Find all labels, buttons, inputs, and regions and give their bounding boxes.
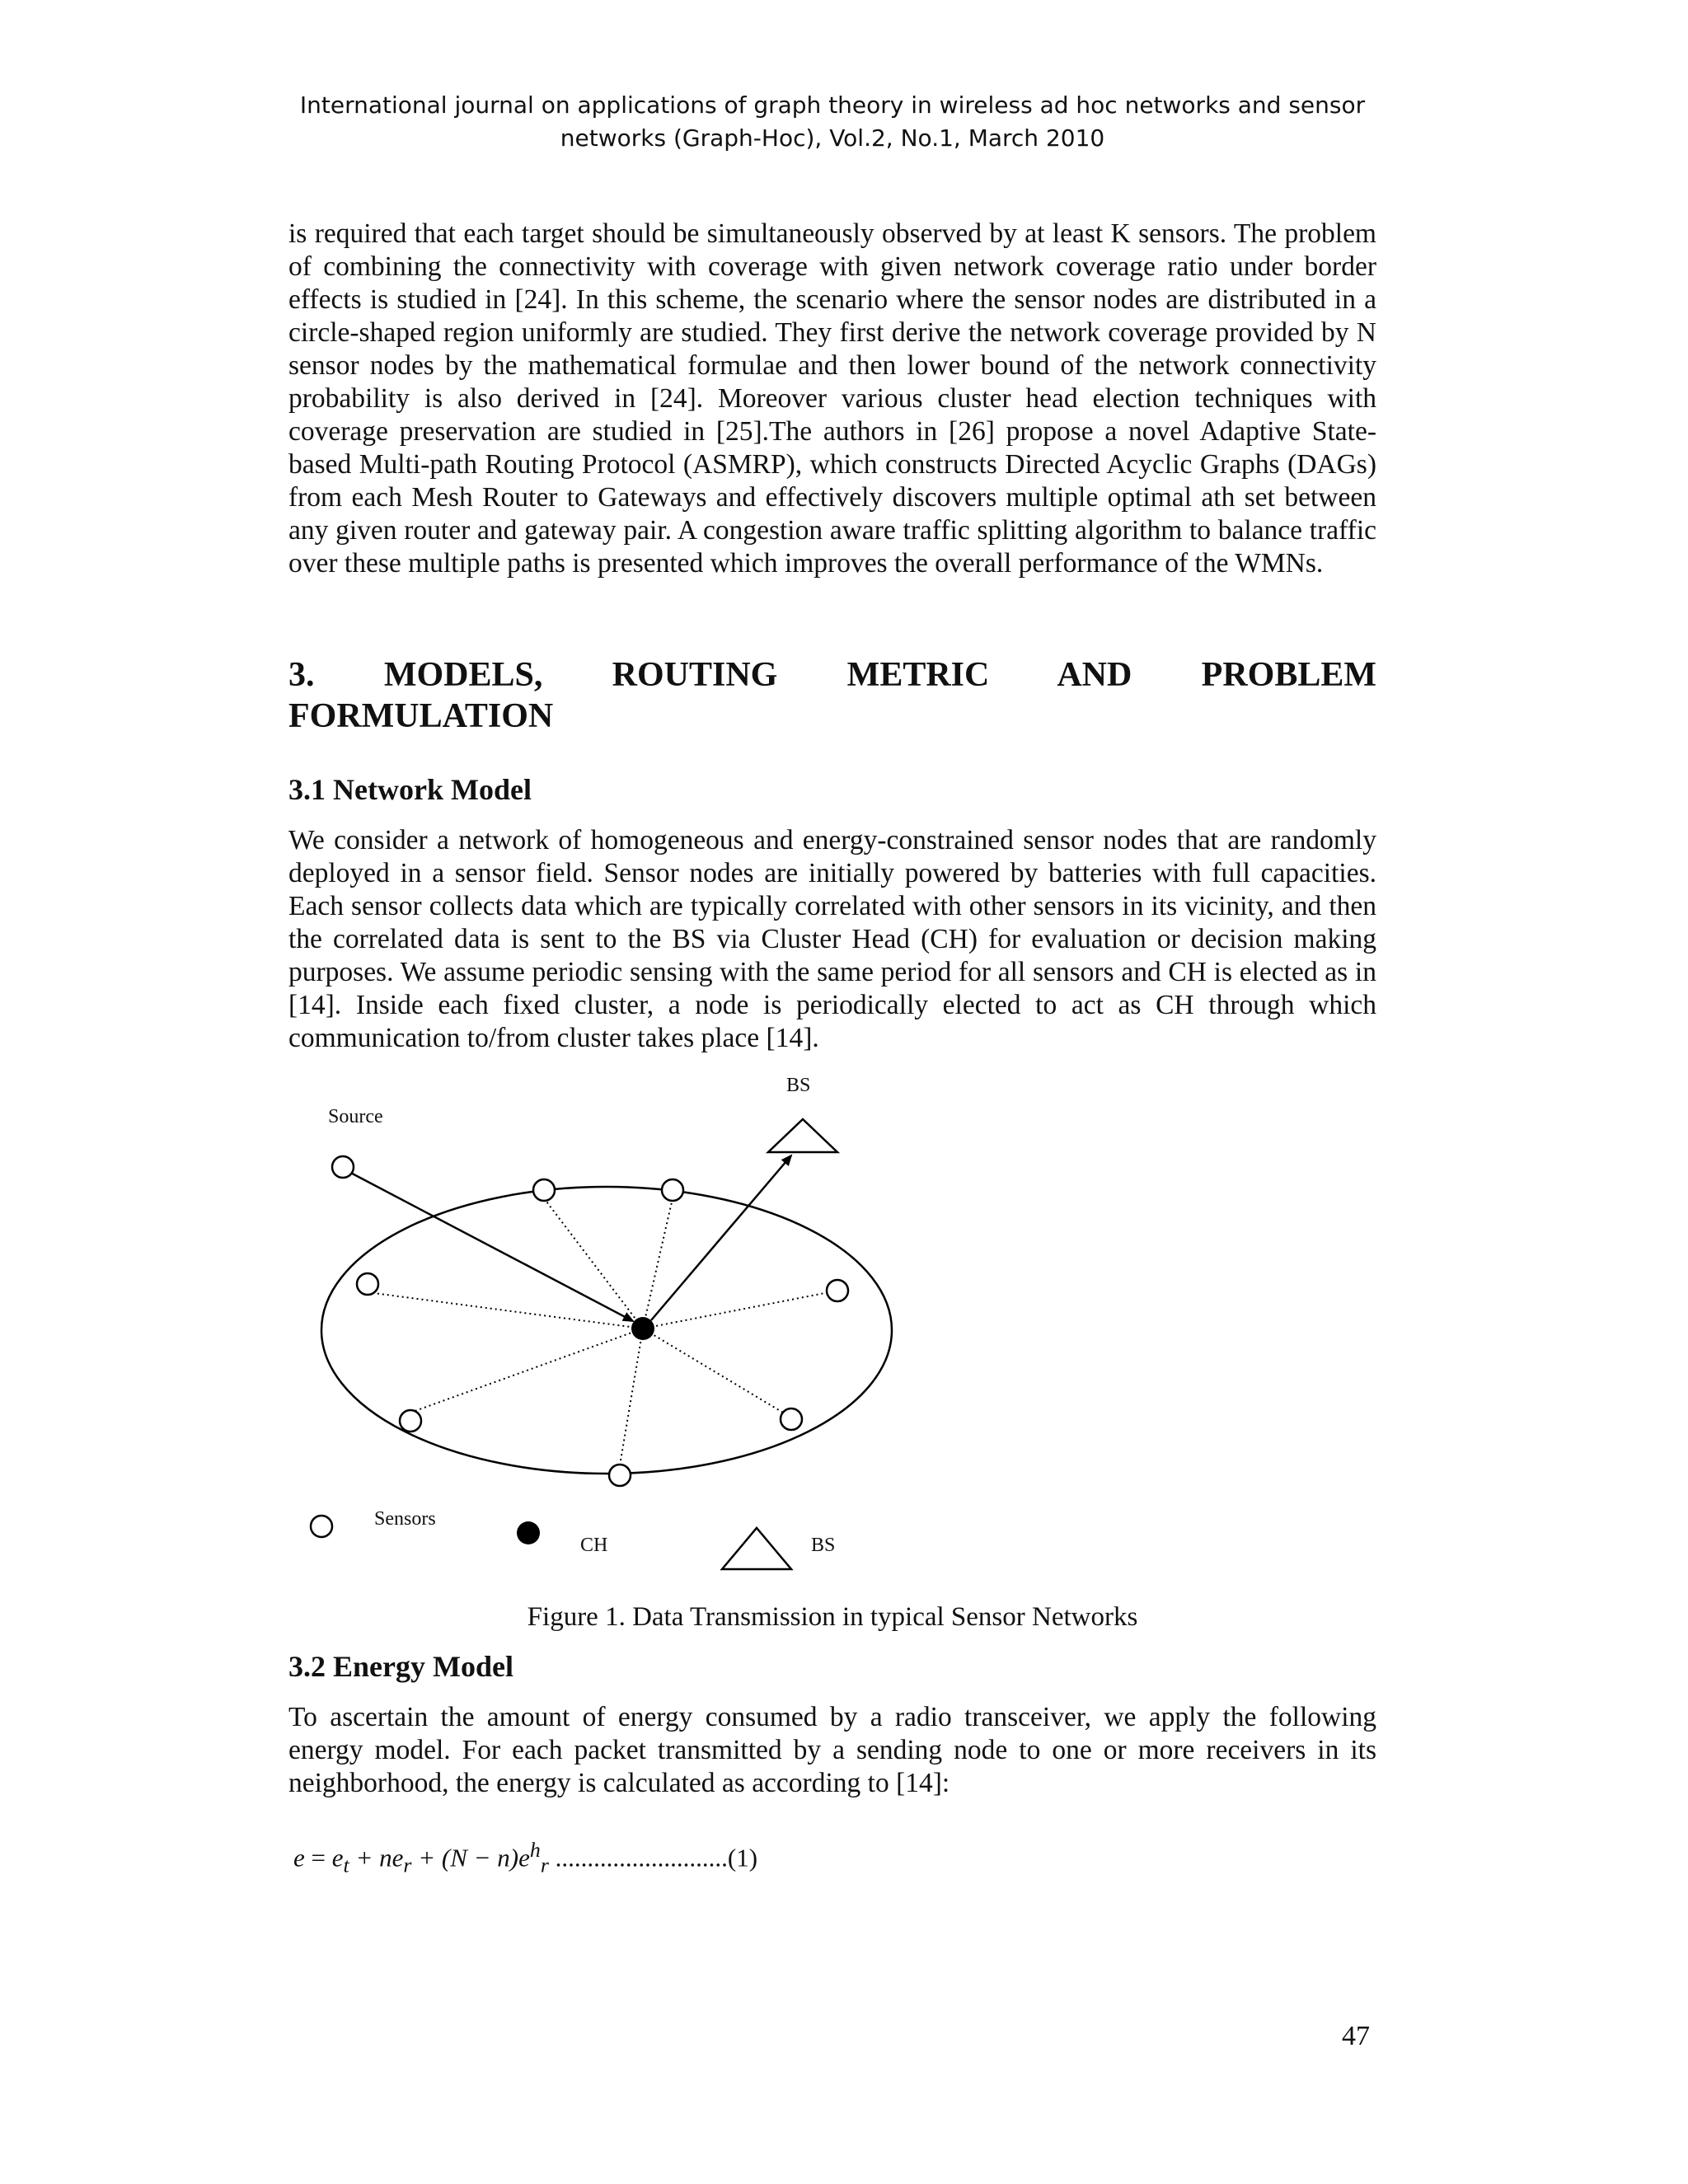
legend-ch-label: CH [580,1535,608,1556]
eq-sub-r: r [403,1853,412,1877]
cluster-head-node [631,1317,654,1340]
figure-network-diagram [297,1071,956,1599]
network-diagram-svg [297,1071,956,1599]
eq-equals: = [304,1843,332,1872]
eq-plus-n: + n [349,1843,392,1872]
arrow-source-to-ch [343,1169,633,1321]
eq-e: e [331,1843,344,1872]
page-number: 47 [1342,2021,1370,2051]
sensor-links [368,1198,837,1465]
journal-header [272,89,1393,155]
eq-sub-r2: r [540,1853,549,1877]
sensor-node [827,1280,848,1301]
section31-paragraph: We consider a network of homogeneous and energy-constrained sensor nodes that are randomly deployed in a sensor field. Sensor nodes are initially powered by batteries with full capacities. Each sensor collects data which are typically correlated with other sensors in its vicinity, and then the correlated data is sent to the BS via Cluster Head (CH) for evaluation or decision making purposes. We assume periodic sensing with the same period for all sensors and CH is elected as in [14]. Inside each fixed cluster, a node is periodically elected to act as CH through which communication to/from cluster takes place [14]. [288,825,1376,1053]
section3-title-line1: 3. MODELS, ROUTING METRIC AND PROBLEM [288,656,1376,694]
legend-sensor-icon [311,1516,332,1537]
legend-bs-icon [722,1528,791,1569]
legend-ch-icon [517,1521,540,1544]
sensor-node [400,1410,421,1432]
link-sensor-6 [643,1329,791,1418]
sensor-node [781,1408,802,1430]
sensor-node [662,1179,683,1201]
journal-header-line1: International journal on applications of graph theory in wireless ad hoc networks and sensor [299,91,1366,119]
sensor-node [357,1273,378,1295]
eq-number: (1) [727,1843,758,1872]
label-source: Source [328,1106,383,1127]
source-sensor-node [332,1156,354,1178]
label-bs-top: BS [786,1075,811,1096]
intro-paragraph: is required that each target should be simultaneously observed by at least K sensors. The problem of combining the connectivity with coverage with given network coverage ratio under border effects is studied in [24]. In this scheme, the scenario where the sensor nodes are distributed in a circle-shaped region uniformly are studied. They first derive the network coverage provided by N sensor nodes by the mathematical formulae and then lower bound of the network connectivity probability is also derived in [24]. Moreover various cluster head election techniques with coverage preservation are studied in [25].The authors in [26] propose a novel Adaptive State-based Multi-path Routing Protocol (ASMRP), which constructs Directed Acyclic Graphs (DAGs) from each Mesh Router to Gateways and effectively discovers multiple optimal ath set between any given router and gateway pair. A congestion aware traffic splitting algorithm to balance traffic over these multiple paths is presented which improves the overall performance of the WMNs. [288,218,1376,579]
eq-sup-h: h [529,1838,541,1862]
section32-paragraph: To ascertain the amount of energy consumed by a radio transceiver, we apply the following energy model. For each packet transmitted by a sending node to one or more receivers in its neighborhood, the energy is calculated as according to [14]: [288,1702,1376,1798]
link-sensor-1 [544,1198,643,1329]
section31-title: 3.1 Network Model [288,773,532,806]
sensor-node [609,1465,631,1486]
eq-dots: ........................... [548,1843,728,1872]
eq-sub-t: t [343,1853,349,1877]
section3-title-line2: FORMULATION [288,697,554,735]
section32-title: 3.2 Energy Model [288,1650,513,1683]
sensor-node [533,1179,555,1201]
eq-e3: e [518,1843,530,1872]
eq-lhs: e [293,1843,305,1872]
journal-header-line2: networks (Graph-Hoc), Vol.2, No.1, March 2010 [560,124,1105,152]
eq-e2: e [392,1843,404,1872]
link-sensor-5 [410,1329,643,1413]
eq-plus-paren: + (N − n) [411,1843,519,1872]
legend-bs-label: BS [811,1535,836,1556]
link-sensor-7 [620,1329,643,1465]
link-sensor-2 [643,1198,673,1329]
base-station-triangle [768,1119,837,1152]
figure-caption: Figure 1. Data Transmission in typical Sensor Networks [527,1602,1138,1632]
legend-sensors-label: Sensors [374,1508,436,1530]
link-sensor-3 [368,1292,643,1329]
energy-equation [293,1832,757,1884]
